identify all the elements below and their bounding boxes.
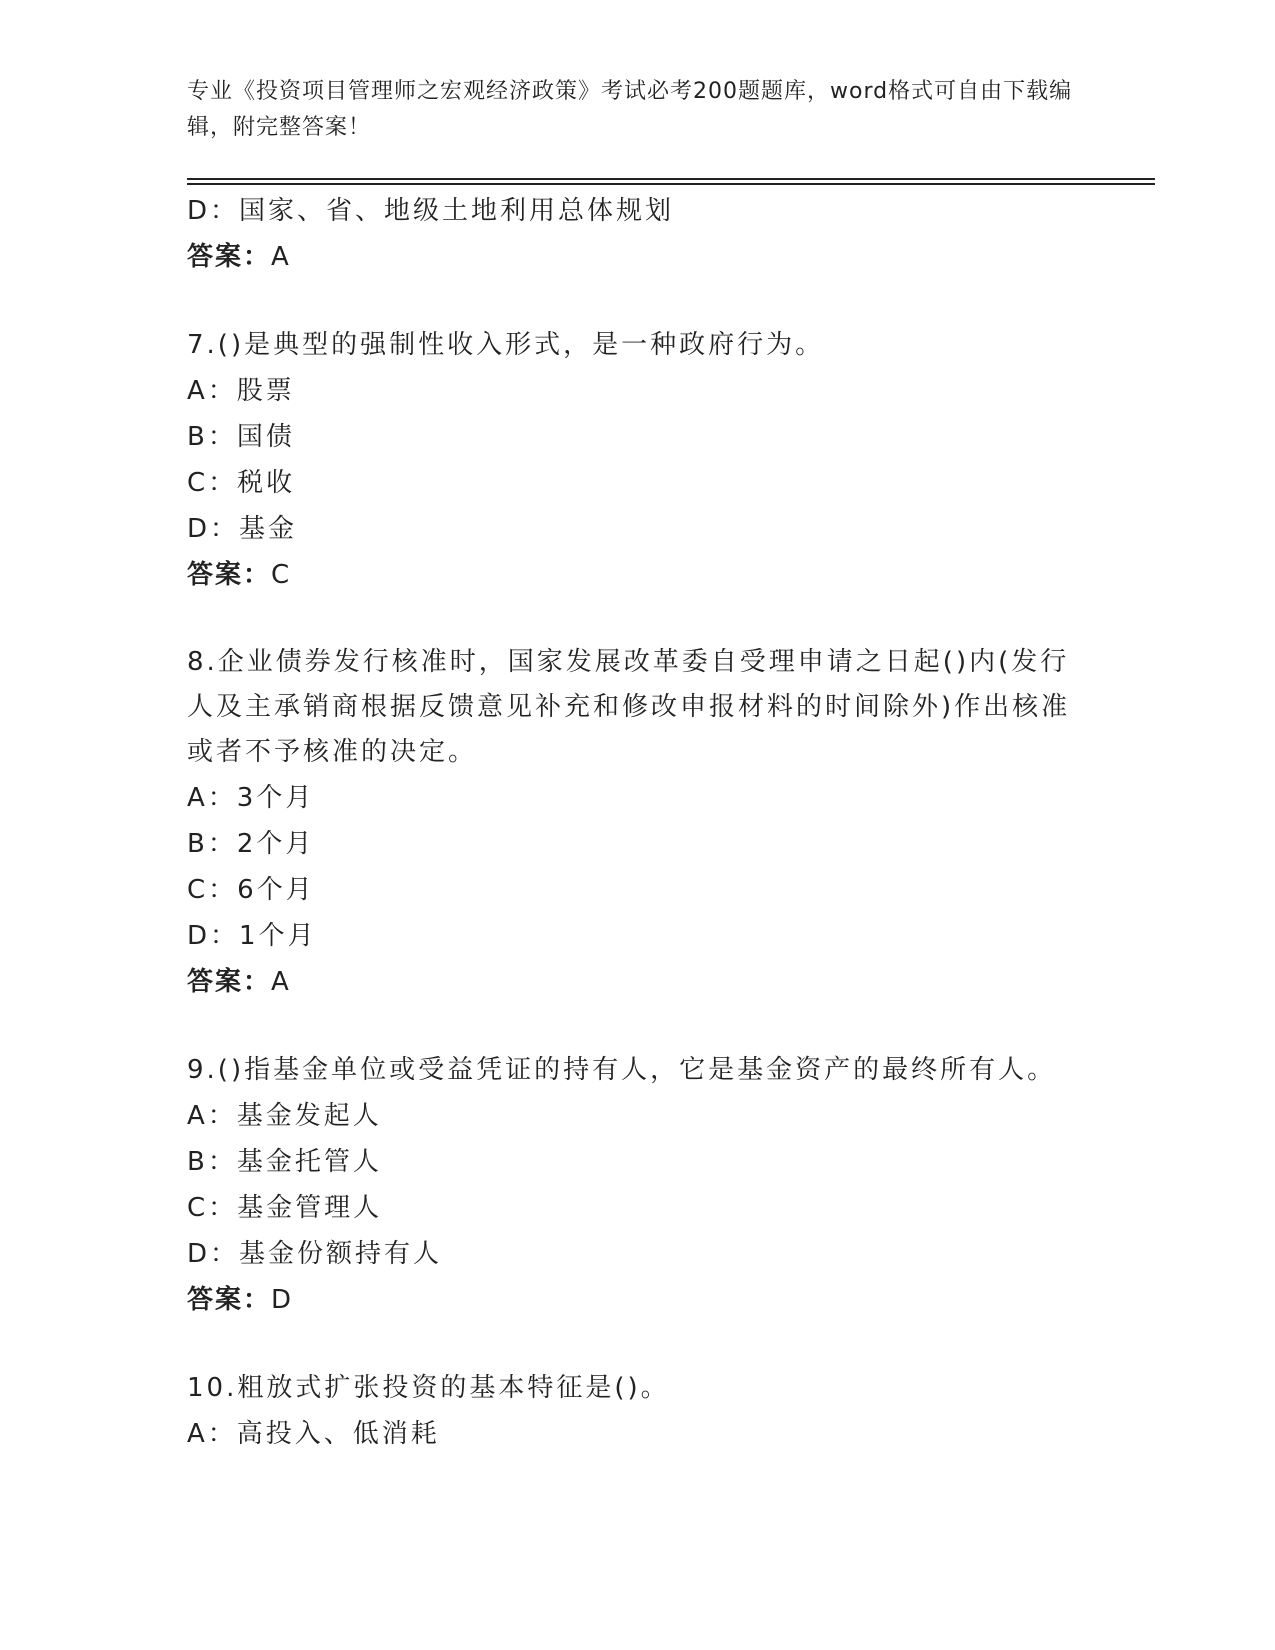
option-a: A：股票: [187, 376, 295, 406]
option-a: A：3个月: [187, 783, 315, 813]
option-b: B：国债: [187, 422, 295, 452]
answer-value: A: [271, 967, 292, 997]
question-stem: 7.()是典型的强制性收入形式，是一种政府行为。: [187, 330, 825, 360]
option-b: B：2个月: [187, 829, 315, 859]
option-a: A：基金发起人: [187, 1101, 382, 1131]
question-content: [187, 188, 1087, 1457]
answer-value: A: [271, 242, 292, 272]
option-a: A：高投入、低消耗: [187, 1419, 440, 1449]
answer-line: [187, 959, 1087, 1005]
option-d: D：基金份额持有人: [187, 1239, 443, 1269]
option-d: D：1个月: [187, 921, 317, 951]
spacer: [187, 598, 1087, 640]
answer-line: [187, 234, 1087, 280]
answer-label: 答案：: [187, 560, 272, 590]
spacer: [187, 1323, 1087, 1365]
option-d: D：基金: [187, 514, 298, 544]
answer-label: 答案：: [187, 242, 272, 272]
option-c: C：6个月: [187, 875, 315, 905]
option-d: D：国家、省、地级土地利用总体规划: [187, 196, 675, 226]
question-stem: 8.企业债券发行核准时，国家发展改革委自受理申请之日起()内(发行人及主承销商根据反馈意见补充和修改申报材料的时间除外)作出核准或者不予核准的决定。: [187, 647, 1071, 767]
question-stem: 10.粗放式扩张投资的基本特征是()。: [187, 1373, 670, 1403]
answer-label: 答案：: [187, 1285, 272, 1315]
option-b: B：基金托管人: [187, 1147, 382, 1177]
answer-line: [187, 1277, 1087, 1323]
question-stem: 9.()指基金单位或受益凭证的持有人，它是基金资产的最终所有人。: [187, 1055, 1057, 1085]
spacer: [187, 1005, 1087, 1047]
option-c: C：税收: [187, 468, 296, 498]
answer-label: 答案：: [187, 967, 272, 997]
answer-value: D: [271, 1285, 295, 1315]
answer-line: [187, 552, 1087, 598]
header-rule-bottom: [187, 183, 1155, 185]
answer-value: C: [271, 560, 293, 590]
spacer: [187, 280, 1087, 322]
document-header: 专业《投资项目管理师之宏观经济政策》考试必考200题题库，word格式可自由下载编辑，附完整答案！: [187, 79, 1073, 140]
option-c: C：基金管理人: [187, 1193, 383, 1223]
header-rule-top: [187, 178, 1155, 180]
